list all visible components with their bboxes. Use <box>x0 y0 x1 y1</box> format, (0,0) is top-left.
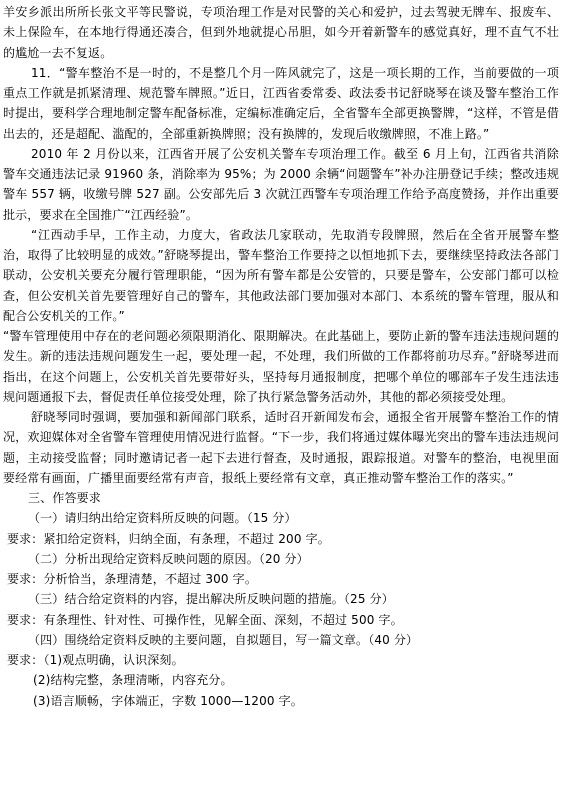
task-4-sub-item-2: (2)结构完整，条理清晰，内容充分。 <box>33 673 233 688</box>
task-4-sub-item-3: (3)语言顺畅，字体端正，字数 1000—1200 字。 <box>33 693 303 708</box>
task-4-requirement: 要求：（1)观点明确，认识深刻。 <box>7 653 184 667</box>
task-3-requirement: 要求：有条理性、针对性、可操作性，见解全面、深刻，不超过 500 字。 <box>7 612 403 627</box>
document-page <box>3 2 559 711</box>
paragraph-old-problems: “警车管理使用中存在的老问题必须限期消化、限期解决。在此基础上，要防止新的警车违法违规问题的发生。新的违法违规问题发生一起，要处理一起，不处理，我们所做的工作都将前功尽弃。”舒晓琴进而指出，在这个问题上，公安机关首先要带好头，坚持每月通报制度，把哪个单位的哪部车子发生违法违规问题通报下去，督促责任单位接受处理，除了执行紧急警务活动外，其他的都必须接受处理。 <box>3 329 559 404</box>
paragraph-media-supervision: 舒晓琴同时强调，要加强和新闻部门联系，适时召开新闻发布会，通报全省开展警车整治工作的情况，欢迎媒体对全省警车管理使用情况进行监督。“下一步，我们将通过媒体曝光突出的警车违法违规问题，主动接受监督；同时邀请记者一起下去进行督查，及时通报，跟踪报道。对警车的整治，电视里面要经常有画面，广播里面要经常有声音，报纸上要经常有文章，真正推动警车整治工作的落实。” <box>3 410 559 485</box>
task-4-question: （四）围绕给定资料反映的主要问题，自拟题目，写一篇文章。（40 分） <box>28 632 419 647</box>
paragraph-jiangxi-statistics: 2010 年 2 月份以来，江西省开展了公安机关警车专项治理工作。截至 6 月上旬，江西省共消除警车交通违法记录 91960 条，消除率为 95%；为 2000 余辆“问题警车”补办注册登记手续；整改违规警车 557 辆，收缴号牌 527 副。公安部先后 3 次就江西警车专项治理工作给予高度赞扬，并作出重要批示，要求在全国推广“江西经验”。 <box>3 146 559 222</box>
task-1-question: （一）请归纳出给定资料所反映的问题。（15 分） <box>28 511 297 526</box>
paragraph-item-11: 11．“警车整治不是一时的，不是整几个月一阵风就完了，这是一项长期的工作，当前要做的一项重点工作就是抓紧清理、规范警车牌照。”近日，江西省委常委、政法委书记舒晓琴在谈及警车整治工作时提出，要科学合理地制定警车配备标准，定编标准确定后，全省警车全部更换警牌，“这样，不管是借出去的，还是超配、滥配的，全部重新换牌照；没有换牌的，发现后收缴牌照，不准上路。” <box>3 65 559 141</box>
paragraph-joint-action: “江西动手早，工作主动，力度大，省政法几家联动，先取消专段牌照，然后在全省开展警车整治，取得了比较明显的成效。”舒晓琴提出，警车整治工作要持之以恒地抓下去，要继续坚持政法各部门联动，公安机关要充分履行管理职能，“因为所有警车都是公安管的，只要是警车，公安部门都可以检查，但公安机关首先要管理好自己的警车，其他政法部门要加强对本部门、本系统的警车管理，服从和配合公安机关的工作。” <box>3 227 559 323</box>
task-3-question: （三）结合给定资料的内容，提出解决所反映问题的措施。（25 分） <box>28 592 394 607</box>
task-1-requirement: 要求：紧扣给定资料，归纳全面，有条理，不超过 200 字。 <box>7 531 330 546</box>
task-2-question: （二）分析出现给定资料反映问题的原因。（20 分） <box>28 551 309 566</box>
section-title: 三、作答要求 <box>28 491 101 505</box>
task-2-requirement: 要求：分析恰当，条理清楚，不超过 300 字。 <box>7 572 257 586</box>
paragraph-police-station: 羊安乡派出所所长张文平等民警说，专项治理工作是对民警的关心和爱护，过去驾驶无牌车、报废车、未上保险车，在本地行得通还凑合，但到外地就提心吊胆，如今开着新警车的感觉真好，理不直气不壮的尴尬一去不复返。 <box>3 5 559 60</box>
